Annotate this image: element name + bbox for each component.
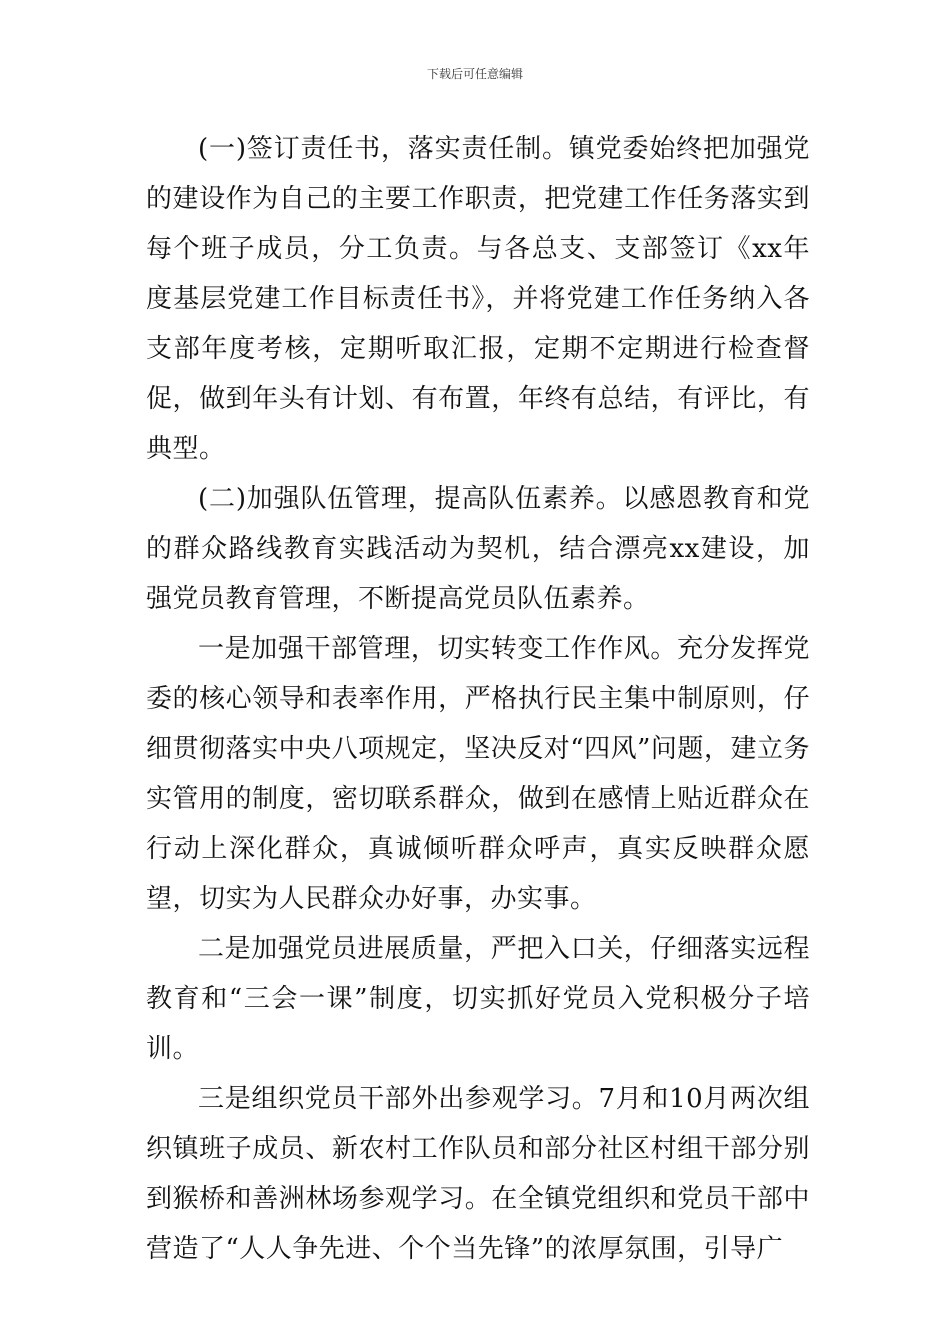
document-body: [146, 124, 810, 1274]
paragraph-2: (二)加强队伍管理，提高队伍素养。以感恩教育和党的群众路线教育实践活动为契机，结合漂亮xx建设，加强党员教育管理，不断提高党员队伍素养。: [146, 484, 810, 614]
paragraph-4: 二是加强党员进展质量，严把入口关，仔细落实远程教育和“三会一课”制度，切实抓好党员入党积极分子培训。: [146, 934, 810, 1064]
paragraph-1: (一)签订责任书，落实责任制。镇党委始终把加强党的建设作为自己的主要工作职责，把党建工作任务落实到每个班子成员，分工负责。与各总支、支部签订《xx年度基层党建工作目标责任书》，并将党建工作任务纳入各支部年度考核，定期听取汇报，定期不定期进行检查督促，做到年头有计划、有布置，年终有总结，有评比，有典型。: [146, 134, 810, 464]
page-header-note: 下载后可任意编辑: [426, 67, 523, 81]
paragraph-3: 一是加强干部管理，切实转变工作作风。充分发挥党委的核心领导和表率作用，严格执行民主集中制原则，仔细贯彻落实中央八项规定，坚决反对“四风”问题，建立务实管用的制度，密切联系群众，做到在感情上贴近群众在行动上深化群众，真诚倾听群众呼声，真实反映群众愿望，切实为人民群众办好事，办实事。: [146, 634, 810, 914]
paragraph-5: 三是组织党员干部外出参观学习。7月和10月两次组织镇班子成员、新农村工作队员和部分社区村组干部分别到猴桥和善洲林场参观学习。在全镇党组织和党员干部中营造了“人人争先进、个个当先锋”的浓厚氛围，引导广: [146, 1084, 810, 1264]
